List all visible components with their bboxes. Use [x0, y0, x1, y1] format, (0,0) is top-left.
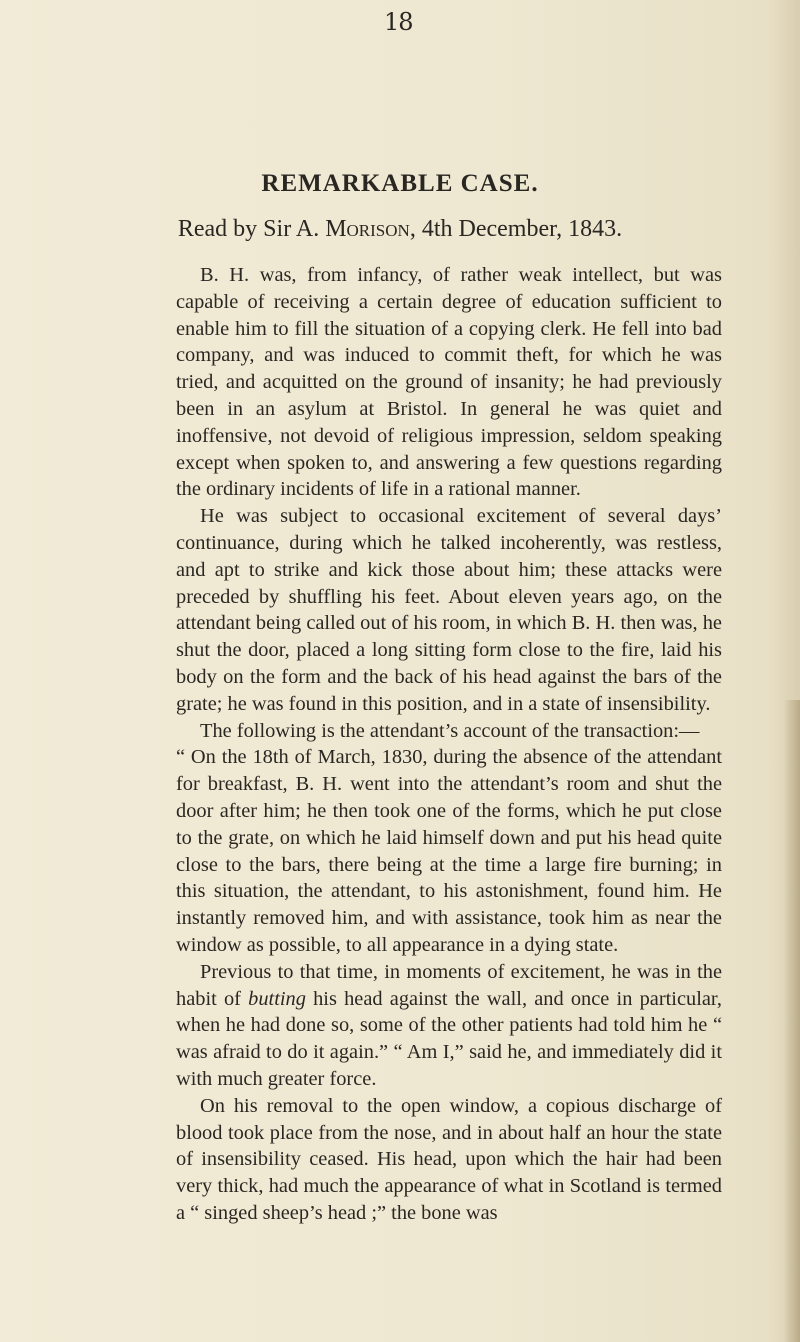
- byline-prefix: Read by Sir A.: [177, 216, 326, 242]
- paragraph-5-end: his head against the wall, and once in particular, when he had done so, some of the other patients had told him he “ was afraid to do it again.” “ Am I,” said he, and immediately did it with much greater force.: [176, 987, 722, 1090]
- paragraph-6: On his removal to the open window, a copious discharge of blood took place from the nose, and in about half an hour the state of insensibility ceased. His head, upon which the hair had been very thick, had much the appearance of what in Scotland is termed a “ singed sheep’s head ;” the bone was: [176, 1094, 722, 1224]
- paragraph-2: He was subject to occasional excitement of several days’ continuance, during which he talked incoherently, was restless, and apt to strike and kick those about him; these attacks were preceded by shuffling his feet. About eleven years ago, on the attendant being called out of his room, in which B. H. then was, he shut the door, placed a long sitting form close to the fire, laid his body on the form and the back of his head against the bars of the grate; he was found in this position, and in a state of insensibility.: [176, 505, 722, 715]
- paragraph-5-emphasis: butting: [248, 987, 306, 1010]
- paragraph-5-start: Previous to that time, in moments of excitement, he was in the habit of: [176, 960, 722, 1010]
- page-edge-shadow: [784, 700, 800, 1342]
- paragraph-3: The following is the attendant’s account of the transaction:—: [200, 719, 700, 742]
- paragraph-4-quote: “ On the 18th of March, 1830, during the absence of the attendant for breakfast, B. H. went into the attendant’s room and shut the door after him; he then took one of the forms, which he put close to the grate, on which he laid himself down and put his head quite close to the bars, there being at the time a large fire burning; in this situation, the attendant, to his astonishment, found him. He instantly removed him, and with assistance, took him as near the window as possible, to all appearance in a dying state.: [176, 746, 722, 956]
- body-text: [176, 262, 722, 1227]
- byline: [0, 216, 800, 243]
- page-title: REMARKABLE CASE.: [261, 170, 539, 197]
- byline-suffix: , 4th December, 1843.: [409, 216, 623, 242]
- paragraph-5: [176, 959, 722, 1093]
- byline-author-name: Morison: [325, 216, 410, 242]
- page-number: 18: [384, 8, 413, 36]
- paragraph-1: B. H. was, from infancy, of rather weak intellect, but was capable of receiving a certain degree of education sufficient to enable him to fill the situation of a copying clerk. He fell into bad company, and was induced to commit theft, for which he was tried, and acquitted on the ground of insanity; he had previously been in an asylum at Bristol. In general he was quiet and inoffensive, not devoid of religious impression, seldom speaking except when spoken to, and answering a few questions regarding the ordinary incidents of life in a rational manner.: [176, 264, 722, 501]
